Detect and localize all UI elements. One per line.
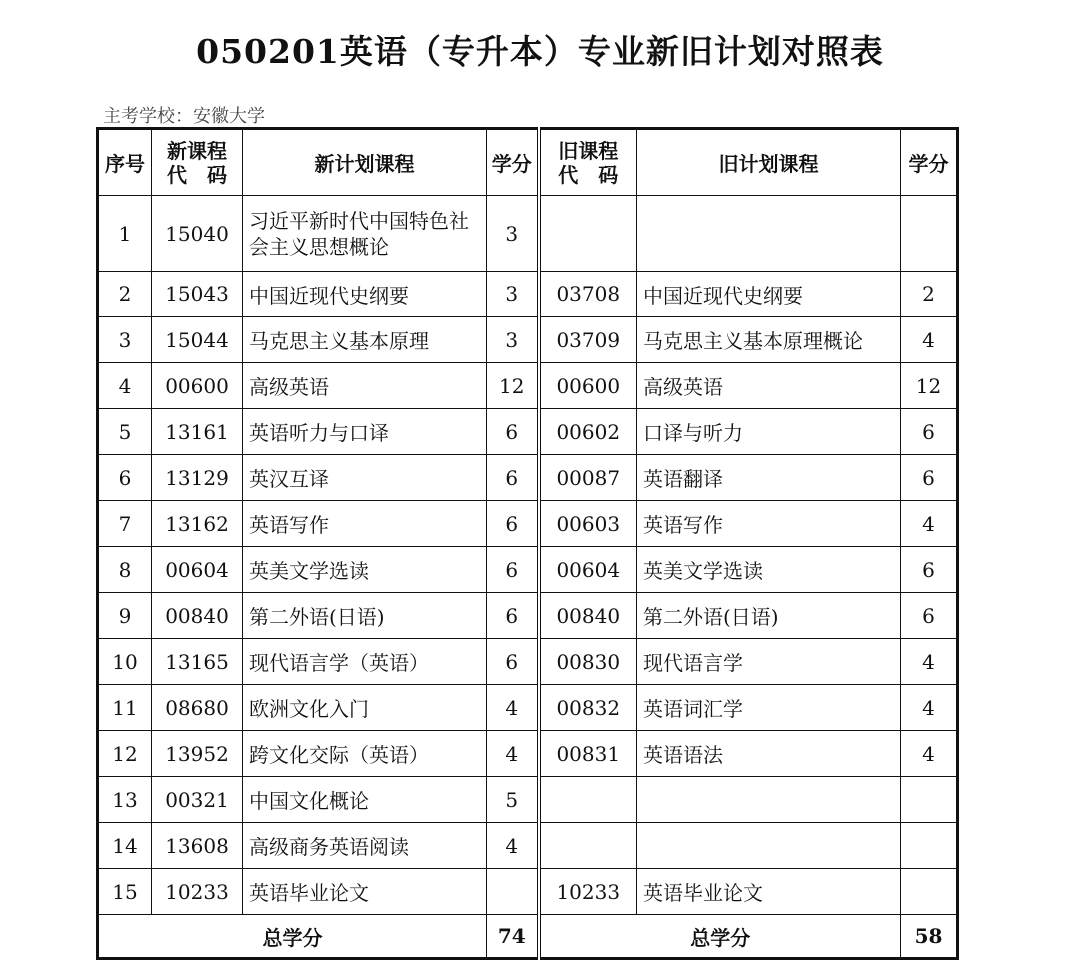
cell-new-code: 00840 [152, 593, 243, 639]
cell-old-course [637, 196, 901, 272]
cell-old-code: 00832 [539, 685, 637, 731]
total-old-value: 58 [901, 915, 958, 959]
cell-old-code: 03708 [539, 272, 637, 317]
cell-new-code: 13608 [152, 823, 243, 869]
cell-seq: 4 [98, 363, 152, 409]
cell-new-course: 高级英语 [243, 363, 487, 409]
cell-new-course: 英语毕业论文 [243, 869, 487, 915]
cell-old-course: 英语翻译 [637, 455, 901, 501]
table-body [98, 129, 958, 959]
table-row [98, 869, 958, 915]
cell-new-code: 13129 [152, 455, 243, 501]
cell-seq: 8 [98, 547, 152, 593]
cell-old-credit: 4 [901, 317, 958, 363]
cell-old-course: 口译与听力 [637, 409, 901, 455]
cell-new-course: 英汉互译 [243, 455, 487, 501]
table-row [98, 317, 958, 363]
cell-new-code: 15040 [152, 196, 243, 272]
table-row [98, 196, 958, 272]
cell-new-course: 欧洲文化入门 [243, 685, 487, 731]
header-old-code-line2: 代 码 [558, 162, 619, 187]
table-row [98, 547, 958, 593]
table-row [98, 731, 958, 777]
cell-seq: 11 [98, 685, 152, 731]
header-old-code-line1: 旧课程 [558, 138, 619, 163]
cell-seq: 6 [98, 455, 152, 501]
cell-new-course: 中国文化概论 [243, 777, 487, 823]
cell-new-credit: 6 [487, 593, 539, 639]
header-old-credit: 学分 [901, 129, 958, 196]
cell-old-credit: 6 [901, 593, 958, 639]
cell-old-course: 现代语言学 [637, 639, 901, 685]
cell-new-course: 高级商务英语阅读 [243, 823, 487, 869]
school-label: 主考学校：安徽大学 [103, 106, 265, 127]
cell-new-code: 13952 [152, 731, 243, 777]
cell-old-course: 中国近现代史纲要 [637, 272, 901, 317]
cell-new-credit: 5 [487, 777, 539, 823]
cell-old-code [539, 777, 637, 823]
cell-old-credit: 6 [901, 547, 958, 593]
cell-new-credit: 6 [487, 455, 539, 501]
table-row [98, 272, 958, 317]
total-new-value: 74 [487, 915, 539, 959]
cell-old-course: 第二外语(日语) [637, 593, 901, 639]
cell-old-course: 英语语法 [637, 731, 901, 777]
cell-old-credit: 4 [901, 731, 958, 777]
header-new-course: 新计划课程 [243, 129, 487, 196]
cell-old-course [637, 823, 901, 869]
cell-old-code: 00830 [539, 639, 637, 685]
cell-new-course: 英语听力与口译 [243, 409, 487, 455]
cell-old-code: 00600 [539, 363, 637, 409]
cell-new-code: 15044 [152, 317, 243, 363]
header-new-credit: 学分 [487, 129, 539, 196]
cell-new-credit: 12 [487, 363, 539, 409]
cell-seq: 10 [98, 639, 152, 685]
cell-new-course: 马克思主义基本原理 [243, 317, 487, 363]
cell-new-credit: 4 [487, 685, 539, 731]
cell-new-code: 00600 [152, 363, 243, 409]
cell-old-credit [901, 869, 958, 915]
cell-old-code: 00840 [539, 593, 637, 639]
cell-old-credit [901, 777, 958, 823]
table-row [98, 685, 958, 731]
cell-old-credit [901, 196, 958, 272]
cell-old-credit: 6 [901, 409, 958, 455]
total-row [98, 915, 958, 959]
total-old-label: 总学分 [539, 915, 901, 959]
cell-seq: 13 [98, 777, 152, 823]
cell-old-credit: 12 [901, 363, 958, 409]
cell-old-code: 00603 [539, 501, 637, 547]
cell-seq: 12 [98, 731, 152, 777]
cell-old-course: 英语毕业论文 [637, 869, 901, 915]
cell-seq: 9 [98, 593, 152, 639]
cell-seq: 14 [98, 823, 152, 869]
cell-new-credit: 6 [487, 639, 539, 685]
cell-new-code: 08680 [152, 685, 243, 731]
table-row [98, 455, 958, 501]
table-row [98, 363, 958, 409]
cell-old-course: 马克思主义基本原理概论 [637, 317, 901, 363]
cell-old-course: 英美文学选读 [637, 547, 901, 593]
cell-new-credit [487, 869, 539, 915]
cell-old-course [637, 777, 901, 823]
cell-old-credit: 4 [901, 639, 958, 685]
cell-new-credit: 6 [487, 501, 539, 547]
cell-new-code: 00604 [152, 547, 243, 593]
cell-seq: 7 [98, 501, 152, 547]
header-row [98, 129, 958, 196]
cell-seq: 2 [98, 272, 152, 317]
cell-new-code: 13162 [152, 501, 243, 547]
cell-new-credit: 3 [487, 317, 539, 363]
table-row [98, 501, 958, 547]
table-row [98, 409, 958, 455]
table-row [98, 777, 958, 823]
cell-new-credit: 6 [487, 547, 539, 593]
cell-new-course: 习近平新时代中国特色社会主义思想概论 [243, 196, 487, 272]
table-row [98, 639, 958, 685]
header-old-course: 旧计划课程 [637, 129, 901, 196]
cell-new-course: 英美文学选读 [243, 547, 487, 593]
cell-new-course: 第二外语(日语) [243, 593, 487, 639]
comparison-table-wrapper [96, 127, 959, 960]
cell-old-code: 10233 [539, 869, 637, 915]
header-seq: 序号 [98, 129, 152, 196]
cell-old-code: 00602 [539, 409, 637, 455]
page-title: 050201英语（专升本）专业新旧计划对照表 [196, 32, 884, 71]
cell-old-course: 英语写作 [637, 501, 901, 547]
cell-old-code: 00831 [539, 731, 637, 777]
cell-new-course: 现代语言学（英语） [243, 639, 487, 685]
cell-new-course: 中国近现代史纲要 [243, 272, 487, 317]
cell-old-code [539, 823, 637, 869]
cell-old-credit [901, 823, 958, 869]
cell-new-code: 13165 [152, 639, 243, 685]
cell-old-credit: 4 [901, 501, 958, 547]
cell-old-code: 03709 [539, 317, 637, 363]
total-new-label: 总学分 [98, 915, 487, 959]
comparison-table [96, 127, 959, 960]
cell-old-code [539, 196, 637, 272]
cell-old-code: 00604 [539, 547, 637, 593]
header-new-code-line2: 代 码 [167, 162, 227, 187]
cell-old-credit: 4 [901, 685, 958, 731]
cell-seq: 3 [98, 317, 152, 363]
cell-new-code: 00321 [152, 777, 243, 823]
cell-old-credit: 6 [901, 455, 958, 501]
cell-old-credit: 2 [901, 272, 958, 317]
cell-seq: 5 [98, 409, 152, 455]
cell-new-credit: 6 [487, 409, 539, 455]
header-old-code [539, 129, 637, 196]
cell-old-course: 高级英语 [637, 363, 901, 409]
table-row [98, 593, 958, 639]
header-new-code-line1: 新课程 [167, 138, 227, 163]
cell-new-credit: 3 [487, 196, 539, 272]
cell-new-credit: 4 [487, 823, 539, 869]
cell-new-course: 跨文化交际（英语） [243, 731, 487, 777]
cell-seq: 1 [98, 196, 152, 272]
cell-new-credit: 4 [487, 731, 539, 777]
table-row [98, 823, 958, 869]
cell-new-code: 13161 [152, 409, 243, 455]
cell-new-code: 15043 [152, 272, 243, 317]
cell-new-course: 英语写作 [243, 501, 487, 547]
cell-new-credit: 3 [487, 272, 539, 317]
cell-old-course: 英语词汇学 [637, 685, 901, 731]
header-new-code [152, 129, 243, 196]
cell-old-code: 00087 [539, 455, 637, 501]
cell-new-code: 10233 [152, 869, 243, 915]
cell-seq: 15 [98, 869, 152, 915]
